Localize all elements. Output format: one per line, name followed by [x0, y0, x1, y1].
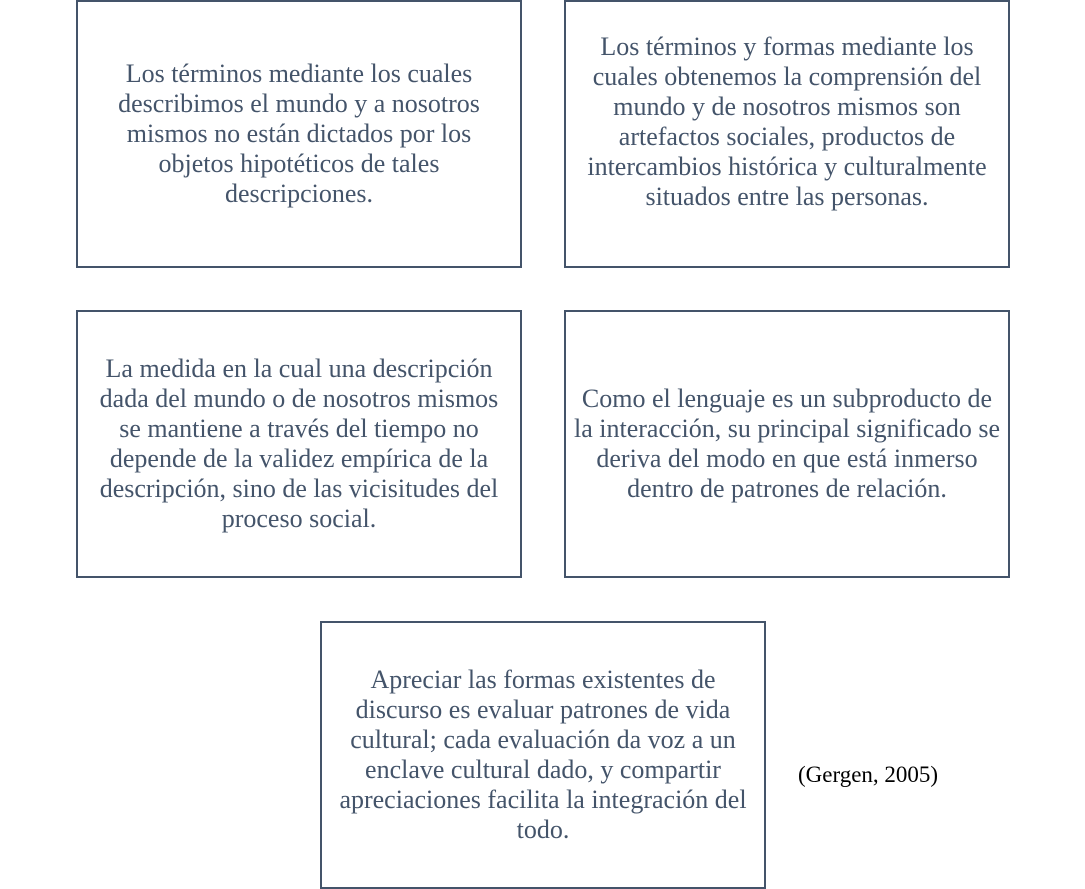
principle-text-1: Los términos mediante los cuales describimos el mundo y a nosotros mismos no están dictados por los objetos hipotéticos de tales descripciones. [118, 59, 480, 208]
principle-box-5 [320, 621, 766, 889]
principle-text-2: Los términos y formas mediante los cuales obtenemos la comprensión del mundo y de nosotros mismos son artefactos sociales, productos de intercambios histórica y culturalmente situados entre las personas. [587, 32, 987, 211]
principle-box-2 [564, 0, 1010, 268]
citation: (Gergen, 2005) [798, 762, 939, 787]
principle-box-1 [76, 0, 522, 268]
principle-text-3: La medida en la cual una descripción dada del mundo o de nosotros mismos se mantiene a través del tiempo no depende de la validez empírica de la descripción, sino de las vicisitudes del proceso social. [99, 354, 499, 533]
principle-box-3 [76, 310, 522, 578]
principle-text-4: Como el lenguaje es un subproducto de la interacción, su principal significado se deriva del modo en que está inmerso dentro de patrones de relación. [574, 384, 1000, 503]
principle-text-5: Apreciar las formas existentes de discurso es evaluar patrones de vida cultural; cada evaluación da voz a un enclave cultural dado, y compartir apreciaciones facilita la integración del todo. [339, 665, 747, 844]
principle-box-4 [564, 310, 1010, 578]
